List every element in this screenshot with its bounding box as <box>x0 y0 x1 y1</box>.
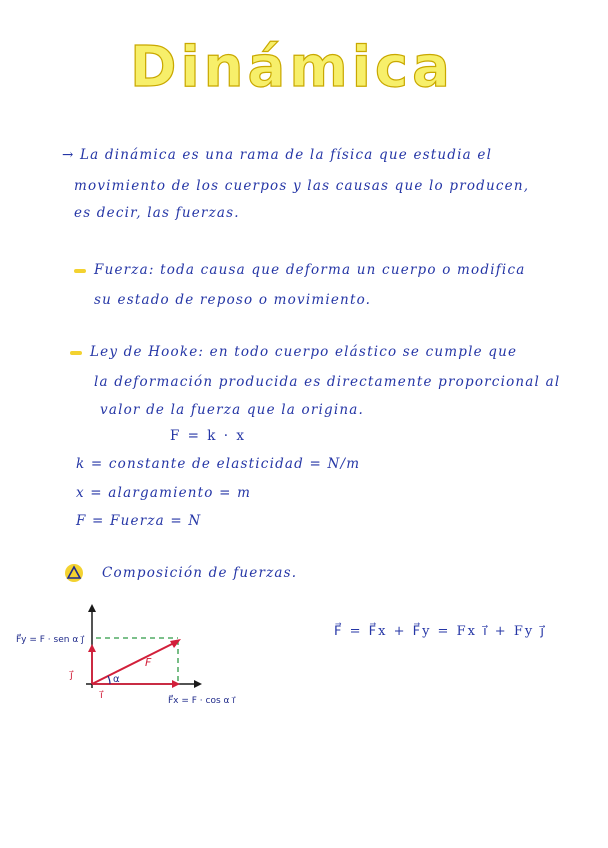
definition-k: k = constante de elasticidad = N/m <box>76 456 361 472</box>
intro-line-3: es decir, las fuerzas. <box>74 205 240 221</box>
title-block <box>130 35 454 100</box>
hooke-line-2: la deformación producida es directamente proporcional al <box>94 374 561 390</box>
composicion-heading: Composición de fuerzas. <box>102 565 298 581</box>
warning-icon <box>64 564 84 586</box>
highlight-dash <box>74 269 86 273</box>
hooke-line-3: valor de la fuerza que la origina. <box>100 402 364 418</box>
intro-line-2: movimiento de los cuerpos y las causas que lo producen, <box>74 178 530 194</box>
intro-line-1: → La dinámica es una rama de la física que estudia el <box>62 147 493 163</box>
definition-x: x = alargamiento = m <box>76 485 252 501</box>
fx-vector-arrow <box>172 680 180 688</box>
fx-label: F⃗x = F · cos α i⃗ <box>168 696 235 706</box>
fuerza-line-2: su estado de reposo o movimiento. <box>94 292 372 308</box>
fy-label: F⃗y = F · sen α j⃗ <box>16 635 84 645</box>
force-vector <box>92 642 176 684</box>
vector-equation: F⃗ = F⃗x + F⃗y = Fx i⃗ + Fy j⃗ <box>334 624 546 639</box>
hooke-line-1 <box>70 344 517 360</box>
angle-arc <box>108 676 110 684</box>
i-label: i⃗ <box>100 690 103 701</box>
page-title: Dinámica <box>130 35 454 100</box>
hooke-formula: F = k · x <box>170 428 246 444</box>
y-axis-arrow <box>88 604 96 612</box>
j-label: j⃗ <box>70 670 73 681</box>
fuerza-line-1 <box>74 262 525 278</box>
x-axis-arrow <box>194 680 202 688</box>
alpha-label: α <box>113 674 120 685</box>
definition-f: F = Fuerza = N <box>76 513 202 529</box>
highlight-dash <box>70 351 82 355</box>
vector-diagram <box>0 600 300 720</box>
fuerza-text-1: Fuerza: toda causa que deforma un cuerpo o modifica <box>94 262 526 278</box>
fy-vector-arrow <box>88 644 96 652</box>
force-vector-arrow <box>170 639 181 648</box>
hooke-text-1: Ley de Hooke: en todo cuerpo elástico se cumple que <box>90 344 518 360</box>
f-label: F <box>145 656 152 669</box>
